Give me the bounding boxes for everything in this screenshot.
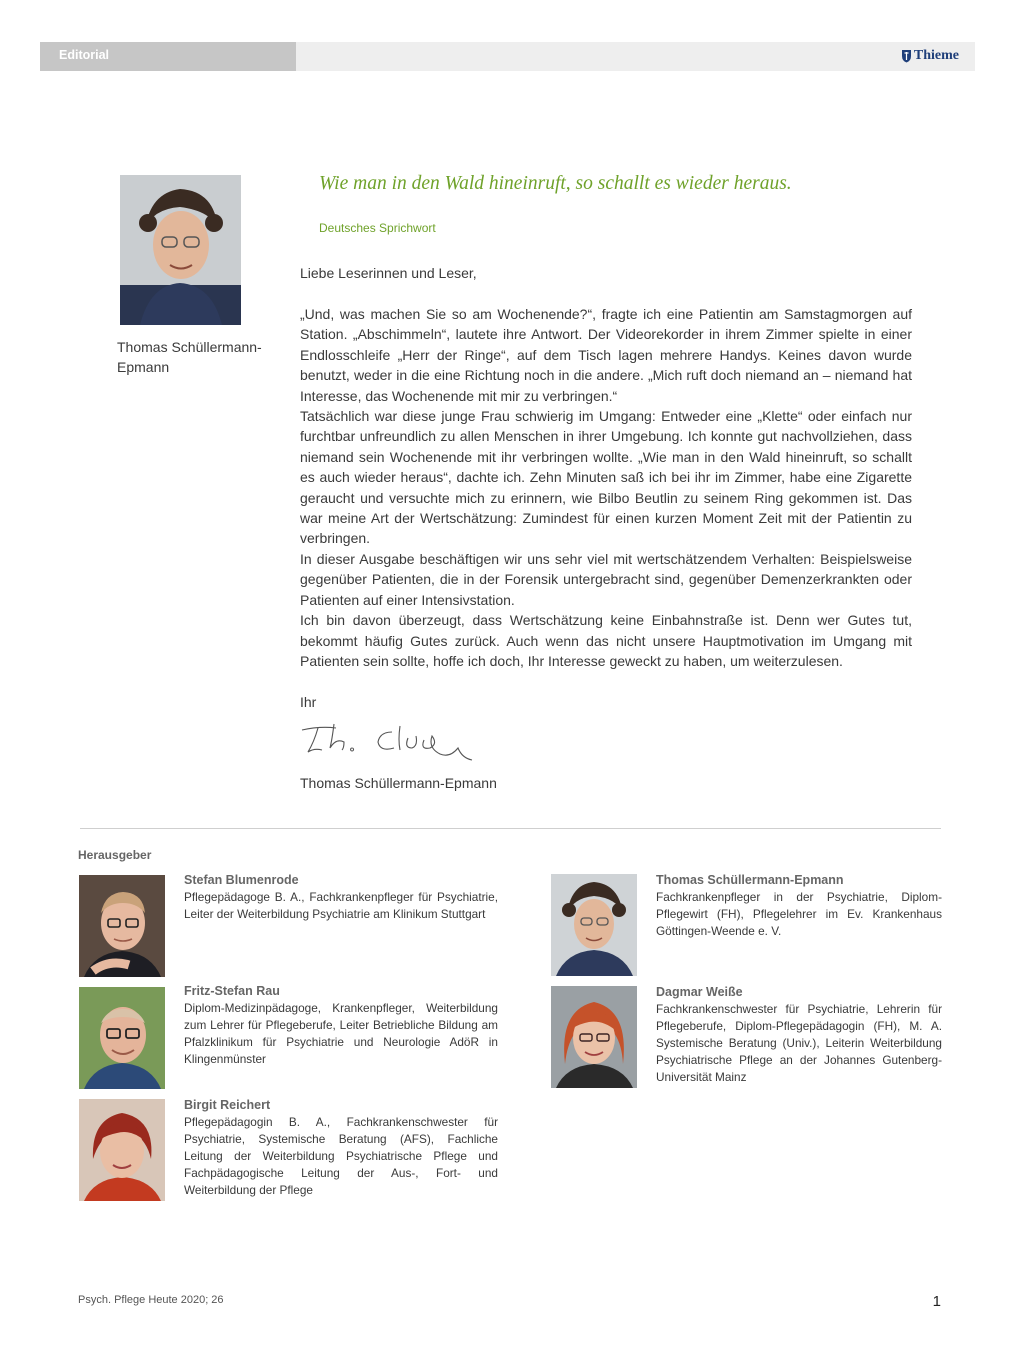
publisher-entry: [656, 985, 942, 1086]
paragraph: In dieser Ausgabe beschäftigen wir uns sehr viel mit wertschätzendem Verhalten: Beispielsweise gegenüber Patienten, die in der Forensik untergebracht sind, gegenüber Demenzerkrankten oder Patienten auf einer Intensivstation.: [300, 550, 912, 608]
publisher-description: Diplom-Medizinpädagoge, Krankenpfleger, Weiterbildung zum Lehrer für Pflegeberufe, Leiter Betriebliche Bildung am Pfalzklinikum für Psychiatrie und Neurologie AdöR in Klingenmünster: [184, 1001, 498, 1066]
editorial-body: [300, 304, 912, 671]
publisher-photo-weisse: [551, 986, 637, 1088]
publishers-heading: Herausgeber: [78, 848, 152, 862]
section-tab: [40, 42, 296, 71]
publisher-photo-reichert: [79, 1099, 165, 1201]
publisher-name: Birgit Reichert: [184, 1098, 271, 1112]
section-label: Editorial: [59, 48, 110, 62]
publisher-entry: [184, 873, 498, 923]
paragraph: „Und, was machen Sie so am Wochenende?“, fragte ich eine Patientin am Samstagmorgen auf Station. „Abschimmeln“, lautete ihre Antwort. Der Videorekorder in ihrem Zimmer spielte in einer Endlosschleife „Herr der Ringe“, auf dem Tisch lagen mehrere Handys. Keines davon wurde benutzt, weder in die eine Richtung noch in die andere. „Mich ruft doch niemand an – niemand hat Interesse, das Wochenende mit mir zu verbringen.“: [300, 306, 912, 404]
publisher-entry: [184, 1098, 498, 1199]
publisher-photo-blumenrode: [79, 875, 165, 977]
salutation: Liebe Leserinnen und Leser,: [300, 265, 477, 281]
author-photo: [120, 175, 241, 325]
handwritten-signature: [300, 718, 480, 764]
page-number: 1: [932, 1293, 941, 1310]
publisher-entry: [184, 984, 498, 1068]
publisher-description: Pflegepädagogin B. A., Fachkrankenschwester für Psychiatrie, Systemische Beratung (AFS), Fachliche Leitung der Weiterbildung Psychiatrische Pflege und Fachpädagogische Leitung der Aus-, Fort- und Weiterbildung der Pflege: [184, 1115, 498, 1197]
journal-citation: Psych. Pflege Heute 2020; 26: [78, 1294, 224, 1306]
publisher-description: Pflegepädagoge B. A., Fachkrankenpfleger für Psychiatrie, Leiter der Weiterbildung Psychiatrie am Klinikum Stuttgart: [184, 890, 498, 921]
quote-source: Deutsches Sprichwort: [319, 221, 436, 235]
thieme-crest-icon: [901, 49, 912, 63]
header-bar: [40, 42, 975, 71]
publisher-name: Thomas Schüllermann-Epmann: [656, 873, 844, 887]
paragraph: Ich bin davon überzeugt, dass Wertschätzung keine Einbahnstraße ist. Denn wer Gutes tut, bekommt häufig Gutes zurück. Auch wenn das nicht unsere Hauptmotivation im Umgang mit Patienten sein sollte, hoffe ich doch, Ihr Interesse geweckt zu haben, um weiterzulesen.: [300, 612, 912, 669]
publisher-name: Dagmar Weiße: [656, 985, 743, 999]
editorial-quote: Wie man in den Wald hineinruft, so schallt es wieder heraus.: [319, 173, 792, 194]
paragraph: Tatsächlich war diese junge Frau schwierig im Umgang: Entweder eine „Klette“ oder einfach nur furchtbar unfreundlich zu allen Menschen in ihrer Umgebung. Ich konnte gut nachvollziehen, dass niemand sein Wochenende mit ihr verbringen wollte. „Wie man in den Wald hineinruft, so schallt es auch wieder heraus“, dachte ich. Zehn Minuten saß ich bei ihr im Zimmer, habe eine Zigarette geraucht und versuchte mich zu erinnern, wie Bilbo Beutlin zu seinem Ring gekommen ist. Das war meine Art der Wertschätzung: Zumindest für einen kurzen Moment Zeit mit der Patientin zu verbringen.: [300, 408, 912, 547]
brand-logo: [901, 48, 959, 64]
publisher-name: Stefan Blumenrode: [184, 873, 299, 887]
publisher-description: Fachkrankenpfleger in der Psychiatrie, Diplom-Pflegewirt (FH), Pflegelehrer im Ev. Krankenhaus Göttingen-Weende e. V.: [656, 890, 942, 938]
brand-name: Thieme: [913, 48, 959, 63]
publisher-photo-rau: [79, 987, 165, 1089]
publisher-photo-schuellermann: [551, 874, 637, 976]
section-divider: [80, 828, 941, 829]
publisher-name: Fritz-Stefan Rau: [184, 984, 280, 998]
signature-name: Thomas Schüllermann-Epmann: [300, 775, 497, 791]
publisher-entry: [656, 873, 942, 940]
closing: Ihr: [300, 694, 317, 710]
author-caption: Thomas Schüllermann-Epmann: [117, 339, 262, 375]
publisher-description: Fachkrankenschwester für Psychiatrie, Lehrerin für Pflegeberufe, Diplom-Pflegepädagogin (FH), M. A. Systemische Beratung (Univ.), Leiterin Weiterbildung Psychiatrische Pflege an der Johannes Gutenberg-Universität Mainz: [656, 1002, 942, 1084]
